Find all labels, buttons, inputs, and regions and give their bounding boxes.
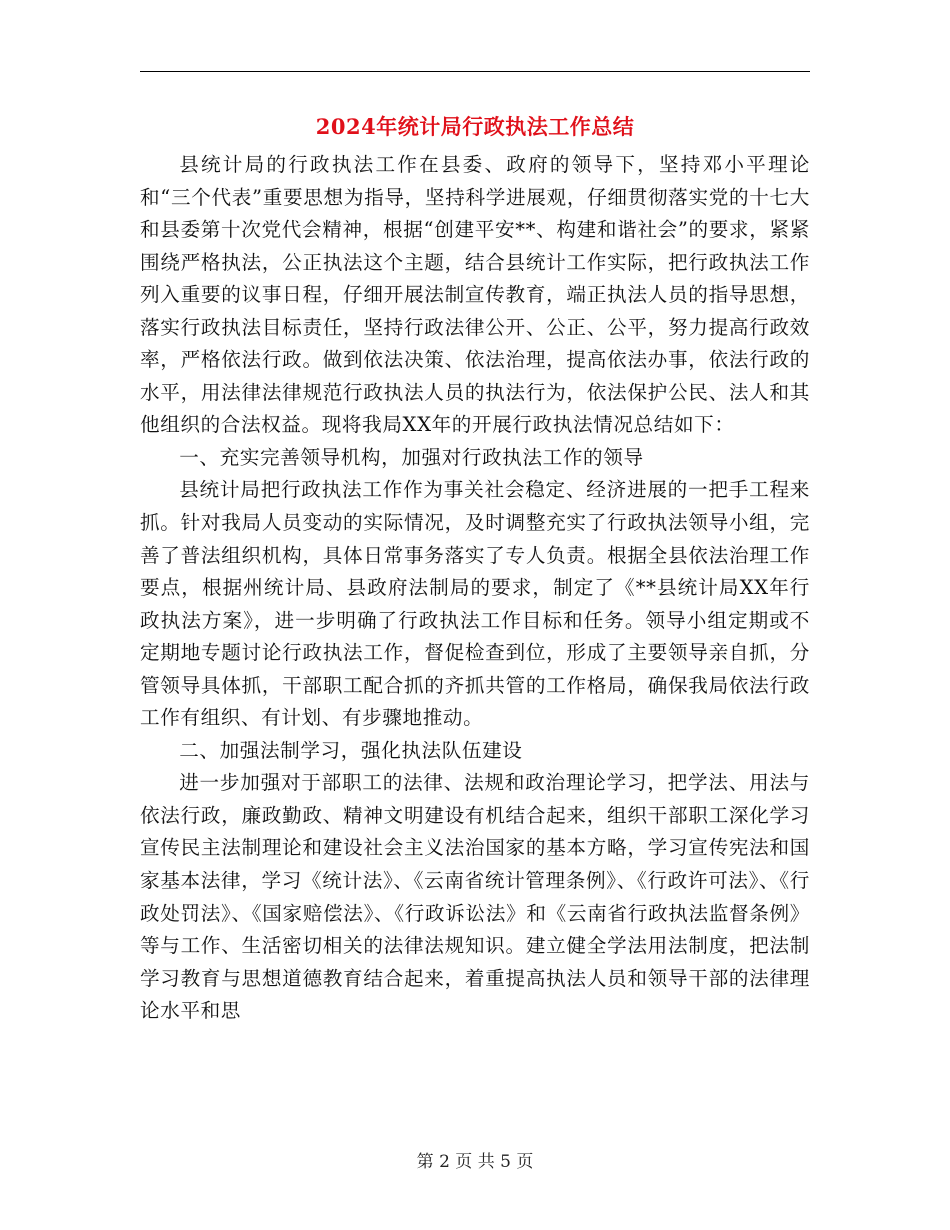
document-title: 2024年统计局行政执法工作总结	[315, 114, 635, 139]
paragraph-section-1: 县统计局把行政执法工作作为事关社会稳定、经济进展的一把手工程来抓。针对我局人员变动的实际情况，及时调整充实了行政执法领导小组，完善了普法组织机构，具体日常事务落实了专人负责。根据全县依法治理工作要点，根据州统计局、县政府法制局的要求，制定了《**县统计局XX年行政执法方案》，进一步明确了行政执法工作目标和任务。领导小组定期或不定期地专题讨论行政执法工作，督促检查到位，形成了主要领导亲自抓，分管领导具体抓，干部职工配合抓的齐抓共管的工作格局，确保我局依法行政工作有组织、有计划、有步骤地推动。	[140, 478, 810, 730]
document-body	[140, 149, 810, 1028]
paragraph-section-2: 进一步加强对于部职工的法律、法规和政治理论学习，把学法、用法与依法行政，廉政勤政、精神文明建设有机结合起来，组织干部职工深化学习宣传民主法制理论和建设社会主义法治国家的基本方略，学习宣传宪法和国家基本法律，学习《统计法》、《云南省统计管理条例》、《行政许可法》、《行政处罚法》、《国家赔偿法》、《行政诉讼法》和《云南省行政执法监督条例》等与工作、生活密切相关的法律法规知识。建立健全学法用法制度，把法制学习教育与思想道德教育结合起来，着重提高执法人员和领导干部的法律理论水平和思	[140, 771, 810, 1023]
page-number: 第 2 页 共 5 页	[416, 1152, 534, 1172]
section-heading-2: 二、加强法制学习，强化执法队伍建设	[179, 738, 523, 762]
section-heading-1: 一、充实完善领导机构，加强对行政执法工作的领导	[179, 445, 644, 469]
paragraph-intro: 县统计局的行政执法工作在县委、政府的领导下，坚持邓小平理论和“三个代表”重要思想为指导，坚持科学进展观，仔细贯彻落实党的十七大和县委第十次党代会精神，根据“创建平安**、构建和谐社会”的要求，紧紧围绕严格执法，公正执法这个主题，结合县统计工作实际，把行政执法工作列入重要的议事日程，仔细开展法制宣传教育，端正执法人员的指导思想，落实行政执法目标责任，坚持行政法律公开、公正、公平，努力提高行政效率，严格依法行政。做到依法决策、依法治理，提高依法办事，依法行政的水平，用法律法律规范行政执法人员的执法行为，依法保护公民、法人和其他组织的合法权益。现将我局XX年的开展行政执法情况总结如下：	[140, 153, 810, 437]
header-rule	[140, 71, 810, 72]
